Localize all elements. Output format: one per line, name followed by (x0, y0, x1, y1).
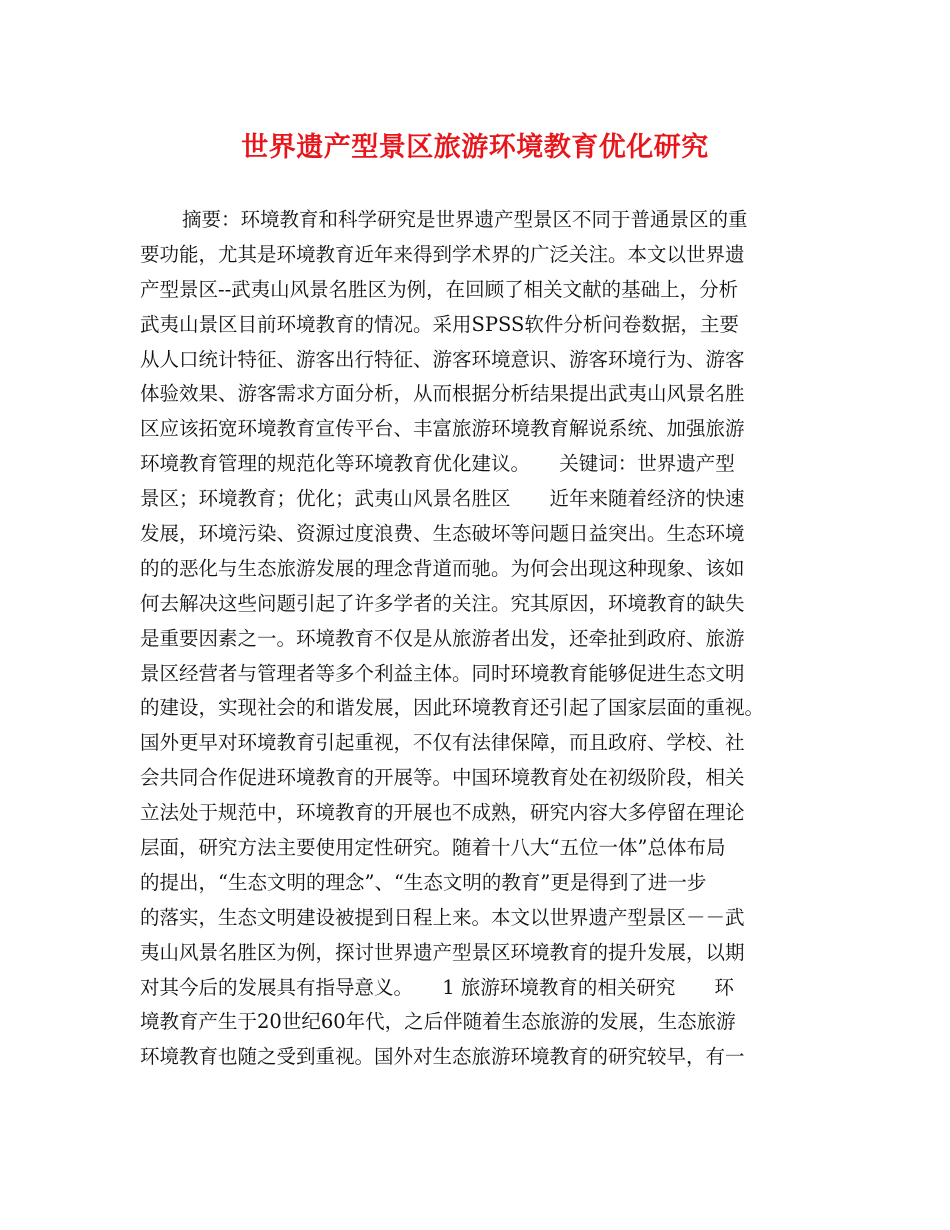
body-line: 的的恶化与生态旅游发展的理念背道而驰。为何会出现这种现象、该如 (140, 556, 745, 580)
body-line: 的建设，实现社会的和谐发展，因此环境教育还引起了国家层面的重视。 (140, 696, 765, 720)
body-line: 境教育产生于20世纪60年代，之后伴随着生态旅游的发展，生态旅游 (140, 1010, 736, 1034)
body-line: 武夷山景区目前环境教育的情况。采用SPSS软件分析问卷数据，主要 (140, 312, 739, 336)
body-line: 景区；环境教育；优化；武夷山风景名胜区 近年来随着经济的快速 (140, 487, 745, 511)
body-line: 区应该拓宽环境教育宣传平台、丰富旅游环境教育解说系统、加强旅游 (140, 417, 745, 441)
document-body (140, 203, 820, 1075)
body-line: 对其今后的发展具有指导意义。 1 旅游环境教育的相关研究 环 (140, 975, 734, 999)
body-line: 体验效果、游客需求方面分析，从而根据分析结果提出武夷山风景名胜 (140, 382, 745, 406)
body-line: 从人口统计特征、游客出行特征、游客环境意识、游客环境行为、游客 (140, 347, 745, 371)
body-line: 的落实，生态文明建设被提到日程上来。本文以世界遗产型景区－－武 (140, 905, 745, 929)
body-line: 层面，研究方法主要使用定性研究。随着十八大“五位一体”总体布局 (140, 836, 726, 860)
body-line: 景区经营者与管理者等多个利益主体。同时环境教育能够促进生态文明 (140, 661, 745, 685)
body-line: 环境教育也随之受到重视。国外对生态旅游环境教育的研究较早，有一 (140, 1045, 745, 1069)
body-line: 要功能，尤其是环境教育近年来得到学术界的广泛关注。本文以世界遗 (140, 242, 745, 266)
body-line: 产型景区--武夷山风景名胜区为例，在回顾了相关文献的基础上，分析 (140, 277, 739, 301)
body-line: 发展，环境污染、资源过度浪费、生态破坏等问题日益突出。生态环境 (140, 522, 745, 546)
body-line: 摘要：环境教育和科学研究是世界遗产型景区不同于普通景区的重 (182, 208, 748, 231)
body-line: 会共同合作促进环境教育的开展等。中国环境教育处在初级阶段，相关 (140, 766, 745, 790)
body-line: 夷山风景名胜区为例，探讨世界遗产型景区环境教育的提升发展，以期 (140, 940, 745, 964)
body-line: 何去解决这些问题引起了许多学者的关注。究其原因，环境教育的缺失 (140, 591, 745, 615)
body-line: 立法处于规范中，环境教育的开展也不成熟，研究内容大多停留在理论 (140, 801, 745, 825)
body-line: 是重要因素之一。环境教育不仅是从旅游者出发，还牵扯到政府、旅游 (140, 626, 745, 650)
body-line: 环境教育管理的规范化等环境教育优化建议。 关键词：世界遗产型 (140, 452, 735, 476)
document-title: 世界遗产型景区旅游环境教育优化研究 (241, 132, 709, 163)
body-line: 国外更早对环境教育引起重视，不仅有法律保障，而且政府、学校、社 (140, 731, 745, 755)
body-line: 的提出，“生态文明的理念”、“生态文明的教育”更是得到了进一步 (140, 870, 707, 894)
